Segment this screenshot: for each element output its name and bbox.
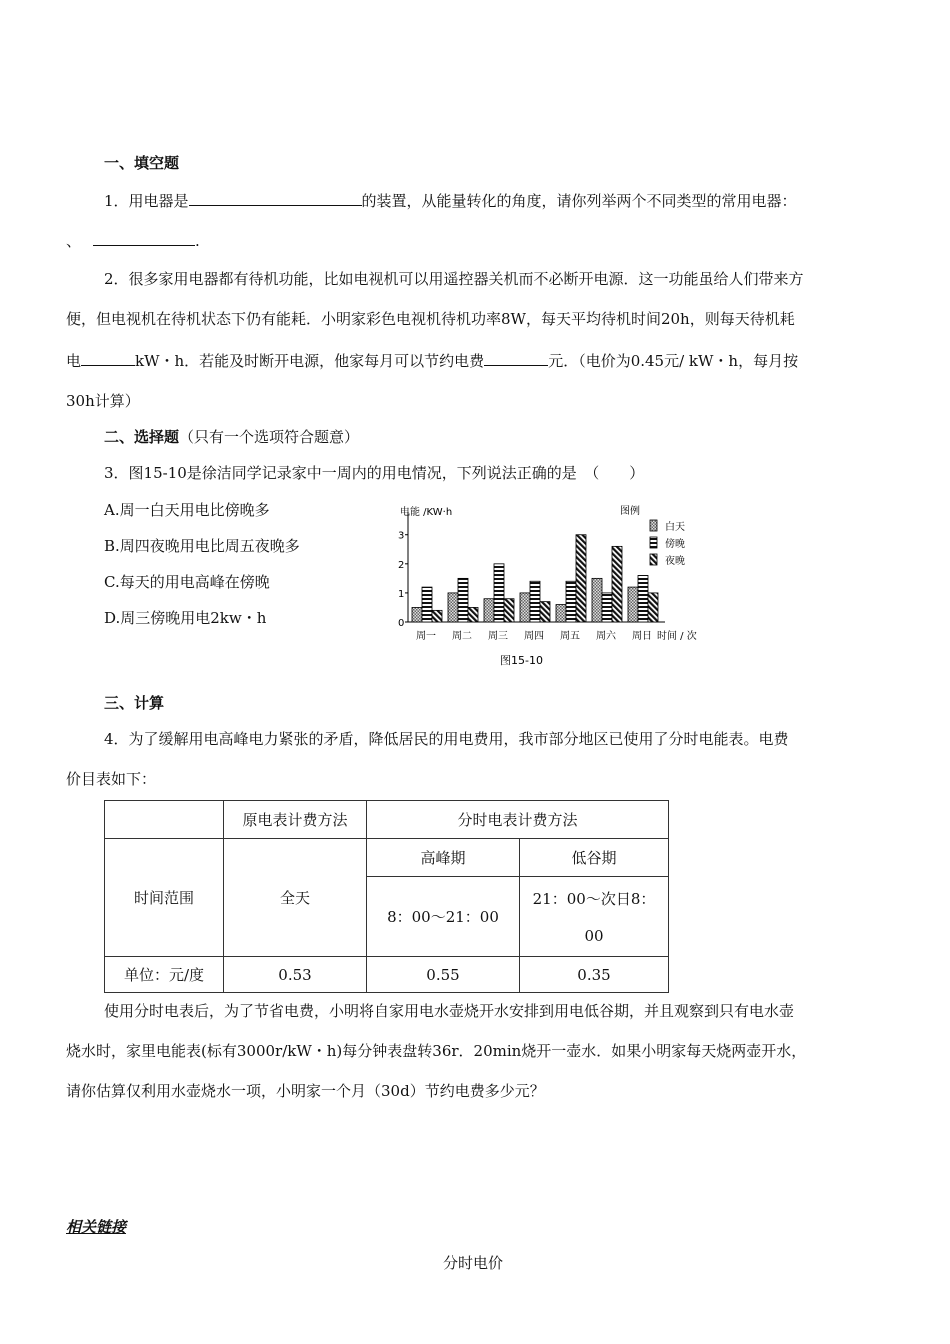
- question-4-after-line-2: 烧水时，家里电能表(标有3000r/kW・h)每分钟表盘转36r．20min烧开一壶水．如果小明家每天烧两壶开水，: [66, 1042, 807, 1060]
- price-peak: 0.55: [367, 957, 520, 993]
- bar-白天-周四: [520, 593, 530, 622]
- price-table-row-time: 时间范围: [105, 839, 224, 957]
- q1-period: .: [195, 232, 200, 250]
- bar-夜晚-周二: [468, 607, 478, 622]
- legend-label: 白天: [665, 522, 685, 533]
- related-subtitle: 分时电价: [443, 1254, 504, 1272]
- chart-caption: 图15-10: [500, 654, 543, 667]
- bar-傍晚-周六: [602, 593, 612, 622]
- question-4-line-2: 价目表如下：: [66, 770, 157, 788]
- bar-夜晚-周五: [576, 535, 586, 622]
- q3-option-d[interactable]: D.周三傍晚用电2kw・h: [104, 609, 267, 627]
- bar-夜晚-周六: [612, 546, 622, 622]
- q3-option-a[interactable]: A.周一白天用电比傍晚多: [104, 501, 270, 519]
- chart-y-label: 电能 /KW·h: [400, 507, 453, 518]
- price-table-peak: 高峰期: [367, 839, 520, 877]
- bar-夜晚-周一: [432, 610, 442, 622]
- energy-usage-bar-chart: [380, 498, 710, 670]
- price-table-peak-time: 8：00～21：00: [367, 877, 520, 957]
- section-choice-note: （只有一个选项符合题意）: [179, 428, 360, 446]
- question-3-stem: 3．图15-10是徐洁同学记录家中一周内的用电情况，下列说法正确的是 （ ）: [104, 464, 645, 482]
- chart-category-label: 周三: [488, 631, 508, 642]
- question-1-line-2: [66, 230, 200, 251]
- question-2-line-1: 2．很多家用电器都有待机功能，比如电视机可以用遥控器关机而不必断开电源．这一功能虽给人们带来方: [104, 270, 804, 288]
- bar-夜晚-周四: [540, 602, 550, 622]
- price-table-valley: 低谷期: [520, 839, 669, 877]
- question-2-line-4: 30h计算）: [66, 392, 140, 410]
- q3-option-b[interactable]: B.周四夜晚用电比周五夜晚多: [104, 537, 300, 555]
- price-table: [104, 800, 669, 993]
- bar-白天-周一: [412, 607, 422, 622]
- chart-y-tick-label: 3: [398, 530, 405, 542]
- price-valley: 0.35: [520, 957, 669, 993]
- q3-option-c[interactable]: C.每天的用电高峰在傍晚: [104, 573, 270, 591]
- price-table-header-tou: 分时电表计费方法: [367, 801, 669, 839]
- bar-白天-周三: [484, 599, 494, 622]
- q1-text-start: 1．用电器是: [104, 192, 189, 210]
- question-1-line-1: [104, 190, 797, 211]
- chart-x-label: 时间 / 次: [657, 631, 697, 642]
- question-4-after-line-1: 使用分时电表后，为了节省电费，小明将自家用电水壶烧开水安排到用电低谷期，并且观察到只有电水壶: [104, 1002, 795, 1020]
- price-original: 0.53: [224, 957, 367, 993]
- related-links-title[interactable]: 相关链接: [66, 1218, 127, 1236]
- price-table-corner: [105, 801, 224, 839]
- q1-sep: 、: [66, 232, 82, 250]
- question-2-line-2: 便，但电视机在待机状态下仍有能耗．小明家彩色电视机待机功率8W，每天平均待机时间20h，则每天待机耗: [66, 310, 795, 328]
- section-fill-blank-title: 一、填空题: [104, 154, 180, 172]
- bar-傍晚-周五: [566, 581, 576, 622]
- q2-text-mid: kW・h．若能及时断开电源，他家每月可以节约电费: [135, 352, 485, 370]
- bar-傍晚-周二: [458, 578, 468, 622]
- chart-category-label: 周四: [524, 631, 544, 642]
- q2-text-start: 电: [66, 352, 82, 370]
- price-table-all-day: 全天: [224, 839, 367, 957]
- legend-label: 傍晚: [665, 539, 685, 550]
- chart-legend-title: 图例: [620, 506, 640, 517]
- chart-y-tick-label: 0: [398, 618, 405, 629]
- legend-swatch-白天: [650, 520, 657, 531]
- price-table-valley-time: [520, 877, 669, 957]
- question-2-line-3: [66, 350, 798, 371]
- bar-夜晚-周日: [648, 593, 658, 622]
- bar-白天-周日: [628, 587, 638, 622]
- bar-白天-周五: [556, 605, 566, 622]
- chart-y-tick-label: 2: [398, 559, 405, 571]
- chart-category-label: 周五: [560, 631, 580, 642]
- question-4-after-line-3: 请你估算仅利用水壶烧水一项，小明家一个月（30d）节约电费多少元？: [66, 1082, 545, 1100]
- chart-category-label: 周一: [416, 631, 436, 642]
- chart-category-label: 周六: [596, 631, 616, 642]
- chart-y-tick-label: 1: [398, 588, 405, 600]
- bar-夜晚-周三: [504, 599, 514, 622]
- question-4-line-1: 4．为了缓解用电高峰电力紧张的矛盾，降低居民的用电费用，我市部分地区已使用了分时电能表。电费: [104, 730, 789, 748]
- q2-text-end: 元．（电价为0.45元/ kW・h，每月按: [548, 352, 799, 370]
- bar-白天-周二: [448, 593, 458, 622]
- price-table-row-unit: 单位：元/度: [105, 957, 224, 993]
- q1-blank-1[interactable]: [189, 191, 362, 206]
- legend-label: 夜晚: [665, 556, 685, 567]
- bar-傍晚-周日: [638, 575, 648, 622]
- q2-blank-2[interactable]: [484, 351, 548, 366]
- price-table-header-original: 原电表计费方法: [224, 801, 367, 839]
- section-choice-heading: 二、选择题: [104, 428, 180, 446]
- chart-category-label: 周日: [632, 631, 652, 642]
- section-calc-title: 三、计算: [104, 694, 165, 712]
- valley-time-line-2: 00: [584, 927, 604, 945]
- legend-swatch-傍晚: [650, 537, 657, 548]
- bar-傍晚-周三: [494, 564, 504, 622]
- legend-swatch-夜晚: [650, 554, 657, 565]
- q1-blank-2[interactable]: [93, 231, 195, 246]
- bar-傍晚-周一: [422, 587, 432, 622]
- bar-白天-周六: [592, 578, 602, 622]
- bar-傍晚-周四: [530, 581, 540, 622]
- valley-time-line-1: 21：00～次日8：: [532, 890, 656, 908]
- section-choice-title: [104, 426, 359, 447]
- q2-blank-1[interactable]: [81, 351, 135, 366]
- q1-text-end: 的装置，从能量转化的角度，请你列举两个不同类型的常用电器：: [361, 192, 797, 210]
- chart-category-label: 周二: [452, 631, 472, 642]
